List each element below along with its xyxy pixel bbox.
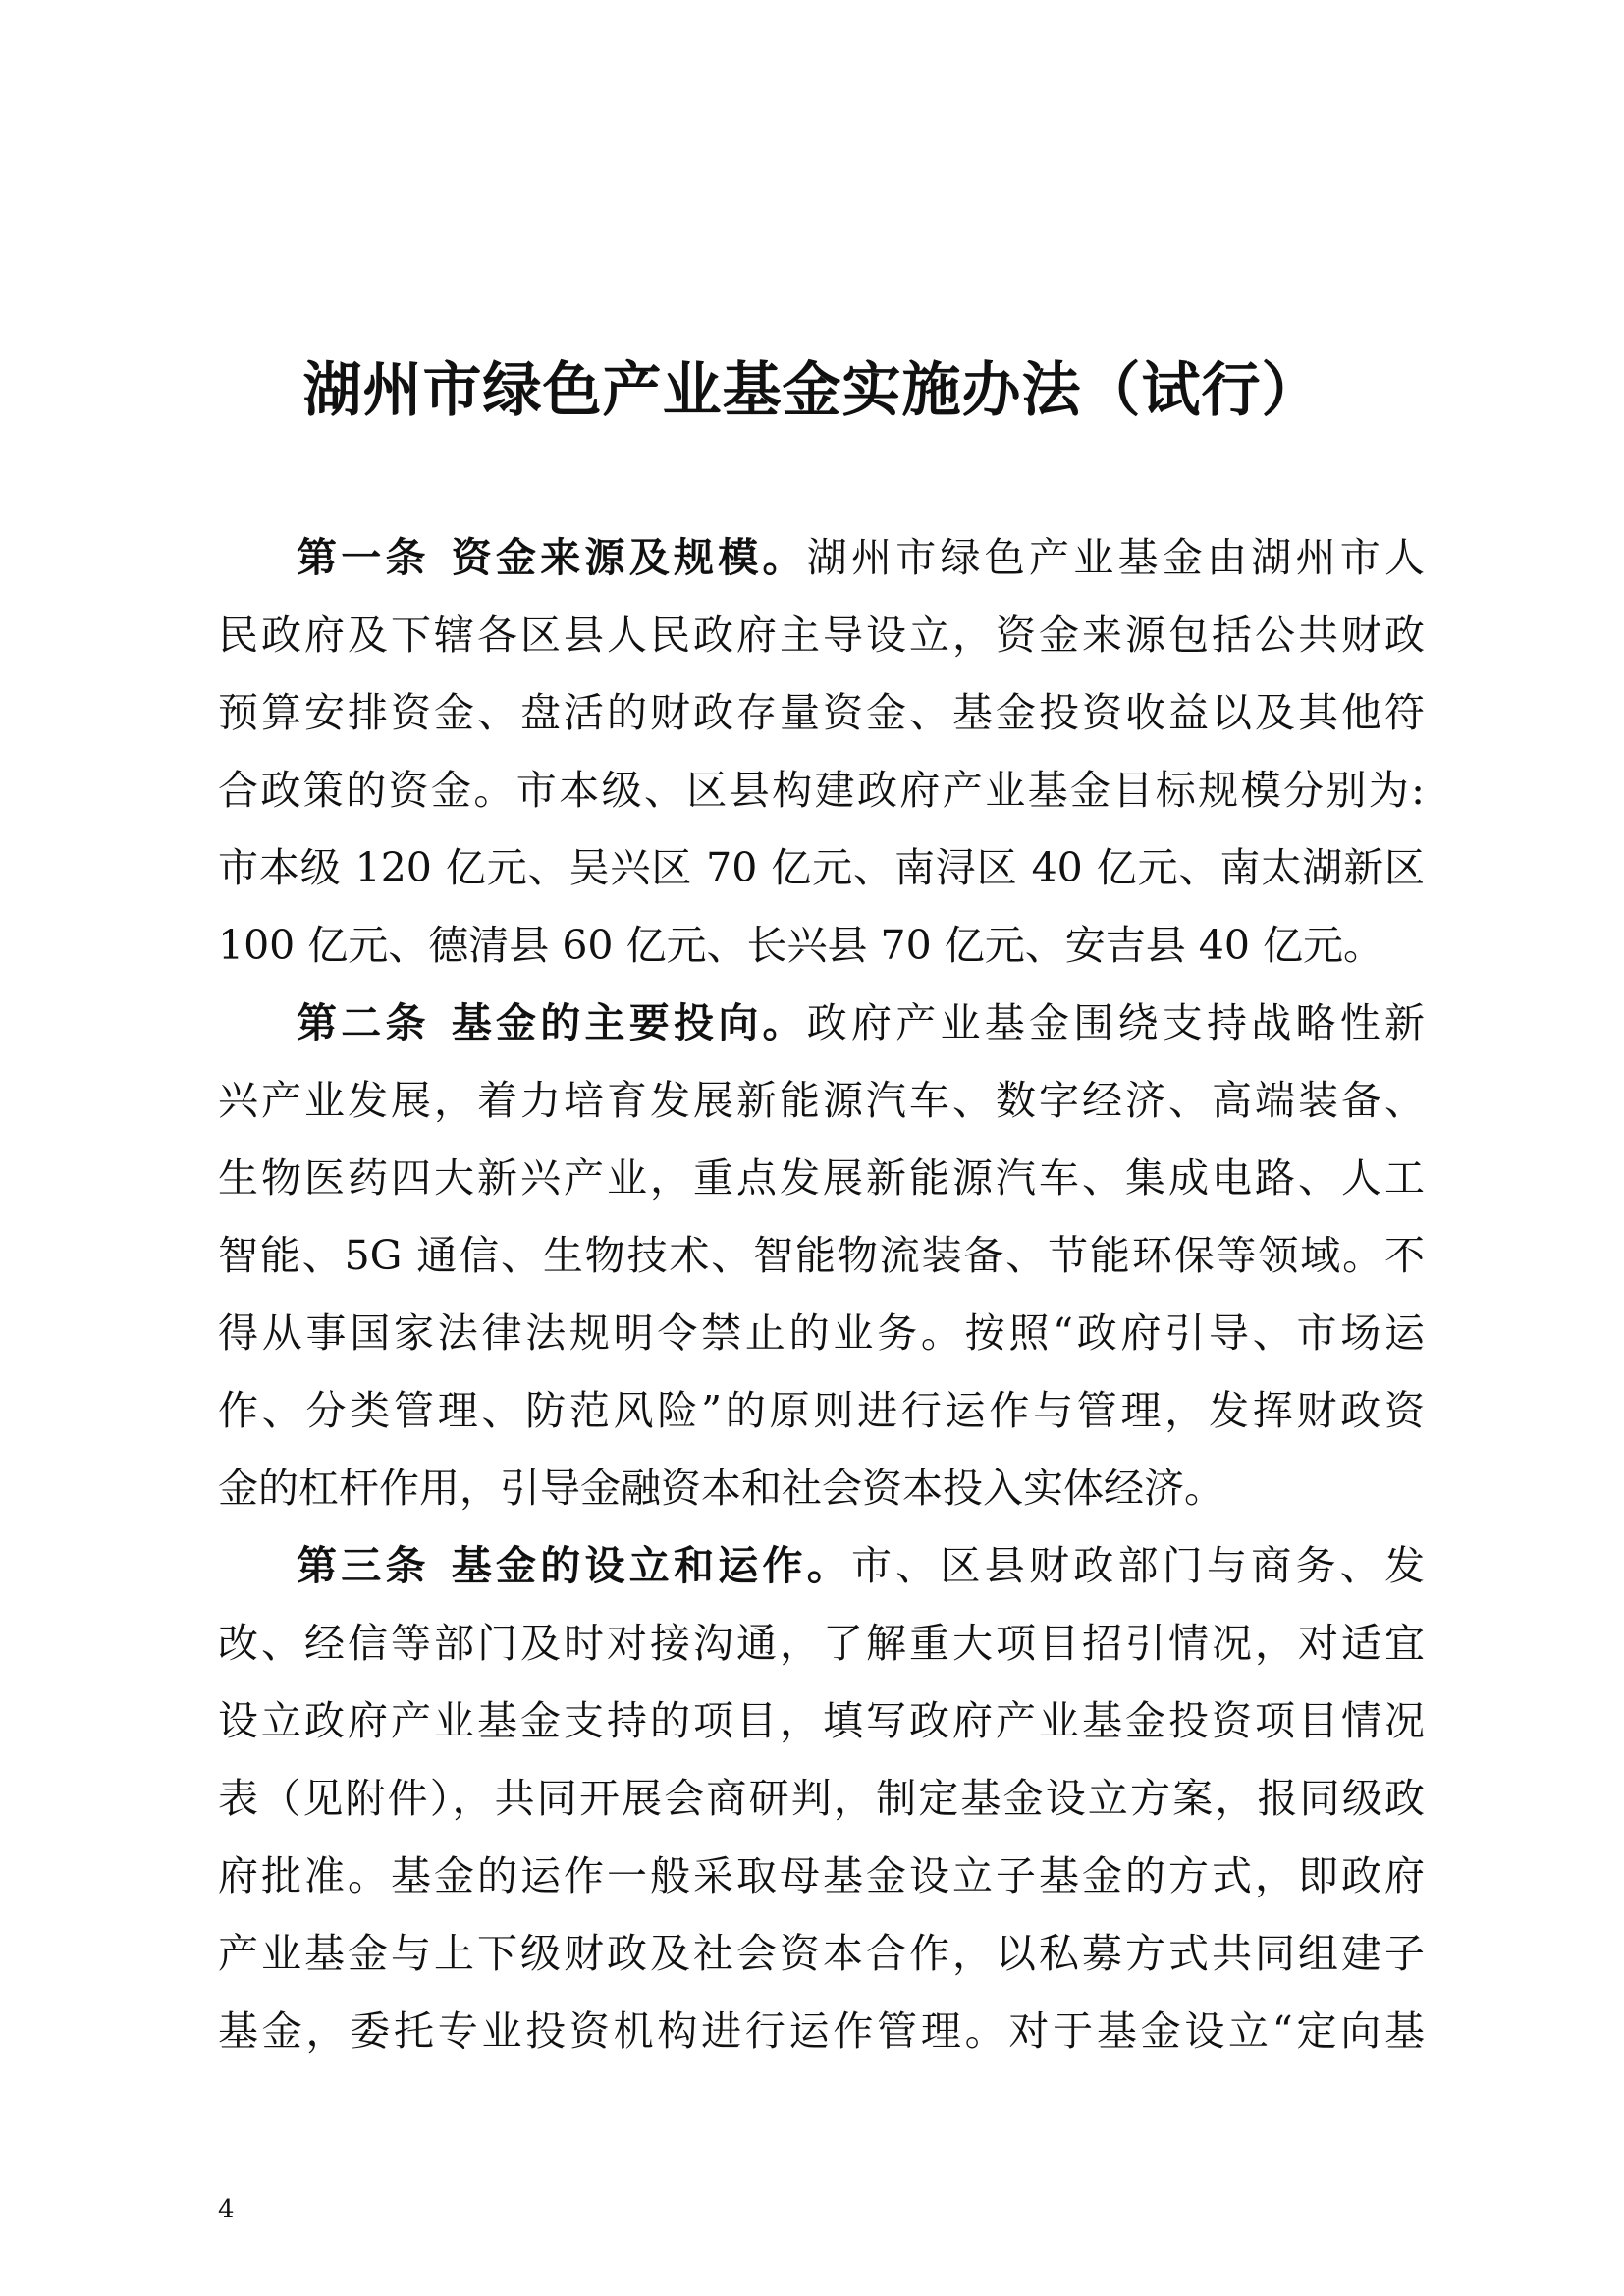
article-heading: 基金的主要投向。 — [451, 999, 807, 1046]
text-line: 生物医药四大新兴产业，重点发展新能源汽车、集成电路、人工 — [218, 1154, 1425, 1201]
article-number: 第三条 — [297, 1542, 430, 1589]
text-line: 兴产业发展，着力培育发展新能源汽车、数字经济、高端装备、 — [218, 1077, 1425, 1124]
text-line: 设立政府产业基金支持的项目，填写政府产业基金投资项目情况 — [218, 1697, 1425, 1744]
text-line: 100 亿元、德清县 60 亿元、长兴县 70 亿元、安吉县 40 亿元。 — [218, 922, 1383, 969]
text-line: 智能、5G 通信、生物技术、智能物流装备、节能环保等领域。不 — [218, 1232, 1425, 1279]
text-line: 民政府及下辖各区县人民政府主导设立，资金来源包括公共财政 — [218, 612, 1425, 659]
article-3-first-line — [218, 1527, 1425, 1605]
article-number: 第二条 — [297, 999, 430, 1046]
article-heading: 基金的设立和运作。 — [451, 1542, 851, 1589]
document-title: 湖州市绿色产业基金实施办法（试行） — [302, 356, 1322, 425]
text-line: 表（见附件），共同开展会商研判，制定基金设立方案，报同级政 — [218, 1775, 1425, 1822]
text-line: 作、分类管理、防范风险”的原则进行运作与管理，发挥财政资 — [218, 1387, 1425, 1434]
text-line: 合政策的资金。市本级、区县构建政府产业基金目标规模分别为: — [218, 767, 1425, 814]
text-line: 市、区县财政部门与商务、发 — [851, 1542, 1425, 1589]
article-1-first-line — [218, 519, 1425, 597]
text-line: 产业基金与上下级财政及社会资本合作，以私募方式共同组建子 — [218, 1930, 1425, 1977]
text-line: 得从事国家法律法规明令禁止的业务。按照“政府引导、市场运 — [218, 1309, 1425, 1357]
text-line: 基金，委托专业投资机构进行运作管理。对于基金设立“定向基 — [218, 2007, 1425, 2055]
text-line: 府批准。基金的运作一般采取母基金设立子基金的方式，即政府 — [218, 1852, 1425, 1899]
article-number: 第一条 — [297, 534, 430, 581]
article-2-first-line — [218, 985, 1425, 1062]
page-number: 4 — [218, 2195, 235, 2224]
article-heading: 资金来源及规模。 — [451, 534, 807, 581]
text-line: 湖州市绿色产业基金由湖州市人 — [806, 534, 1425, 581]
text-line: 市本级 120 亿元、吴兴区 70 亿元、南浔区 40 亿元、南太湖新区 — [218, 844, 1425, 891]
text-line: 政府产业基金围绕支持战略性新 — [806, 999, 1425, 1046]
text-line: 预算安排资金、盘活的财政存量资金、基金投资收益以及其他符 — [218, 689, 1425, 736]
text-line: 改、经信等部门及时对接沟通，了解重大项目招引情况，对适宜 — [218, 1620, 1425, 1667]
document-body — [218, 519, 1425, 2070]
text-line: 金的杠杆作用，引导金融资本和社会资本投入实体经济。 — [218, 1465, 1224, 1512]
